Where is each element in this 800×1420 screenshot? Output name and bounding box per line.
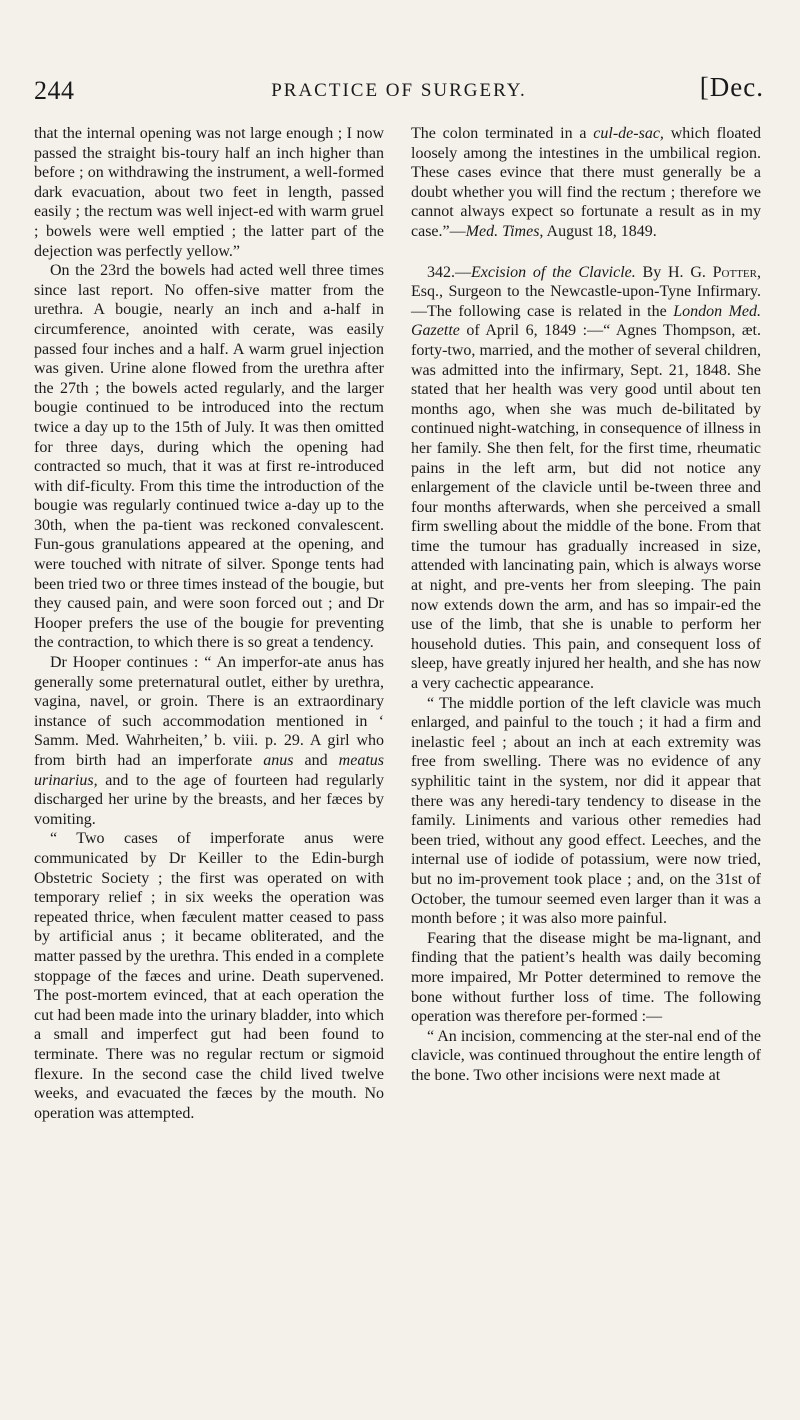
page-header	[34, 72, 764, 112]
paragraph-hooper-continues: Dr Hooper continues : “ An imperfor-ate anus has generally some preternatural outlet, either by urethra, vagina, navel, or groin. There is an extraordinary instance of such accommodation mentioned in ‘ Samm. Med. Wahrheiten,’ b. viii. p. 29. A girl who from birth had an imperforate anus and meatus urinarius, and to the age of fourteen had regularly discharged her urine by the breasts, and her fæces by vomiting.	[34, 654, 384, 828]
paragraph-colon: The colon terminated in a cul-de-sac, which floated loosely among the intestines in the umbilical region. These cases evince that there must generally be a doubt whether you will find the rectum ; therefore we cannot always expect so fortunate a result as in my case.”—Med. Times, August 18, 1849.	[411, 125, 761, 240]
paragraph-continuation: that the internal opening was not large enough ; I now passed the straight bis-toury half an inch higher than before ; on withdrawing the instrument, a well-formed dark evacuation, about two feet in length, passed easily ; the rectum was well inject-ed with warm gruel ; bowels were well emptied ; the latter part of the dejection was perfectly yellow.”	[34, 125, 384, 260]
source-citation: London Med. Gazette	[411, 302, 762, 340]
article-title: Excision of the Clavicle.	[471, 263, 636, 281]
running-title: PRACTICE OF SURGERY.	[271, 80, 527, 101]
section-mark: [Dec.	[699, 72, 764, 102]
paragraph-fearing: Fearing that the disease might be ma-lignant, and finding that the patient’s health was daily becoming more impaired, Mr Potter determined to remove the bone without further loss of time. The following operation was therefore per-formed :—	[411, 929, 761, 1026]
paragraph-middle-portion: “ The middle portion of the left clavicle was much enlarged, and painful to the touch ; it had a firm and inelastic feel ; about an inch at each extremity was free from swelling. There was no evidence of any syphilitic taint in the system, nor did it appear that there was any heredi-tary tendency to disease in the family. Liniments and various other remedies had been tried, without any good effect. Leeches, and the internal use of iodide of potassium, were now tried, but no im-provement took place ; and, on the 31st of October, the tumour seemed even larger than it was a month before ; it was also more painful.	[411, 694, 761, 928]
page-number: 244	[34, 76, 75, 105]
article-number: 342.—	[427, 263, 471, 281]
article-342: 342.—Excision of the Clavicle. By H. G. Potter, Esq., Surgeon to the Newcastle-upon-Tyne Infirmary. —The following case is related in the London Med. Gazette of April 6, 1849 :—“ Agnes Thompson, æt. forty-two, married, and the mother of several children, was admitted into the infirmary, Sept. 21, 1848. She stated that her health was very good until about ten months ago, when she was much de-bilitated by continued night-watching, in consequence of illness in her family. She then felt, for the first time, rheumatic pains in the left arm, but did not notice any enlargement of the clavicle until be-tween three and four months afterwards, when she perceived a small firm swelling about the middle of the bone. From that time the tumour has gradually increased in size, attended with lancinating pain, which is always worse at night, and pre-vents her from sleeping. The pain now extends down the arm, and has so impair-ed the use of the limb, that she is unable to perform her household duties. This pain, and consequent loss of sleep, have greatly injured her health, and she has now a very cachectic appearance.	[411, 263, 762, 693]
source-citation: Med. Times,	[465, 222, 544, 240]
right-column	[411, 124, 761, 1086]
paragraph-two-cases: “ Two cases of imperforate anus were communicated by Dr Keiller to the Edin-burgh Obstetric Society ; the first was operated on with temporary relief ; in six weeks the operation was repeated thrice, when fæculent matter ceased to pass by artificial anus ; it became obliterated, and the matter passed by the urethra. This ended in a complete stoppage of the fæces and urine. Death supervened. The post-mortem evinced, that at each operation the cut had been made into the urinary bladder, into which a small and imperfect gut had been found to terminate. There was no regular rectum or sigmoid flexure. In the second case the child lived twelve weeks, and evacuated the fæces by the mouth. No operation was attempted.	[34, 830, 384, 1122]
paragraph-incision: “ An incision, commencing at the ster-nal end of the clavicle, was continued throughout the entire length of the bone. Two other incisions were next made at	[411, 1027, 761, 1084]
paragraph-23rd-report: On the 23rd the bowels had acted well three times since last report. No offen-sive matter from the urethra. A bougie, nearly an inch and a-half in circumference, anointed with cerate, was easily passed four inches and a half. A warm gruel injection was given. Urine alone flowed from the urethra after the 27th ; the bowels acted regularly, and the larger bougie continued to be introduced into the rectum twice a day up to the 15th of July. It was then omitted for three days, during which the opening had contracted so much, that it was at first re-introduced with dif-ficulty. From this time the introduction of the bougie was regularly continued twice a-day up to the 30th, when the pa-tient was reckoned convalescent. Fun-gous granulations appeared at the opening, and were touched with nitrate of silver. Sponge tents had been tried two or three times instead of the bougie, but they caused pain, and were soon forced out ; and Dr Hooper prefers the use of the bougie for preventing the contraction, to which there is so great a tendency.	[34, 262, 384, 652]
author-name: Potter	[712, 263, 757, 281]
left-column	[34, 124, 384, 1123]
